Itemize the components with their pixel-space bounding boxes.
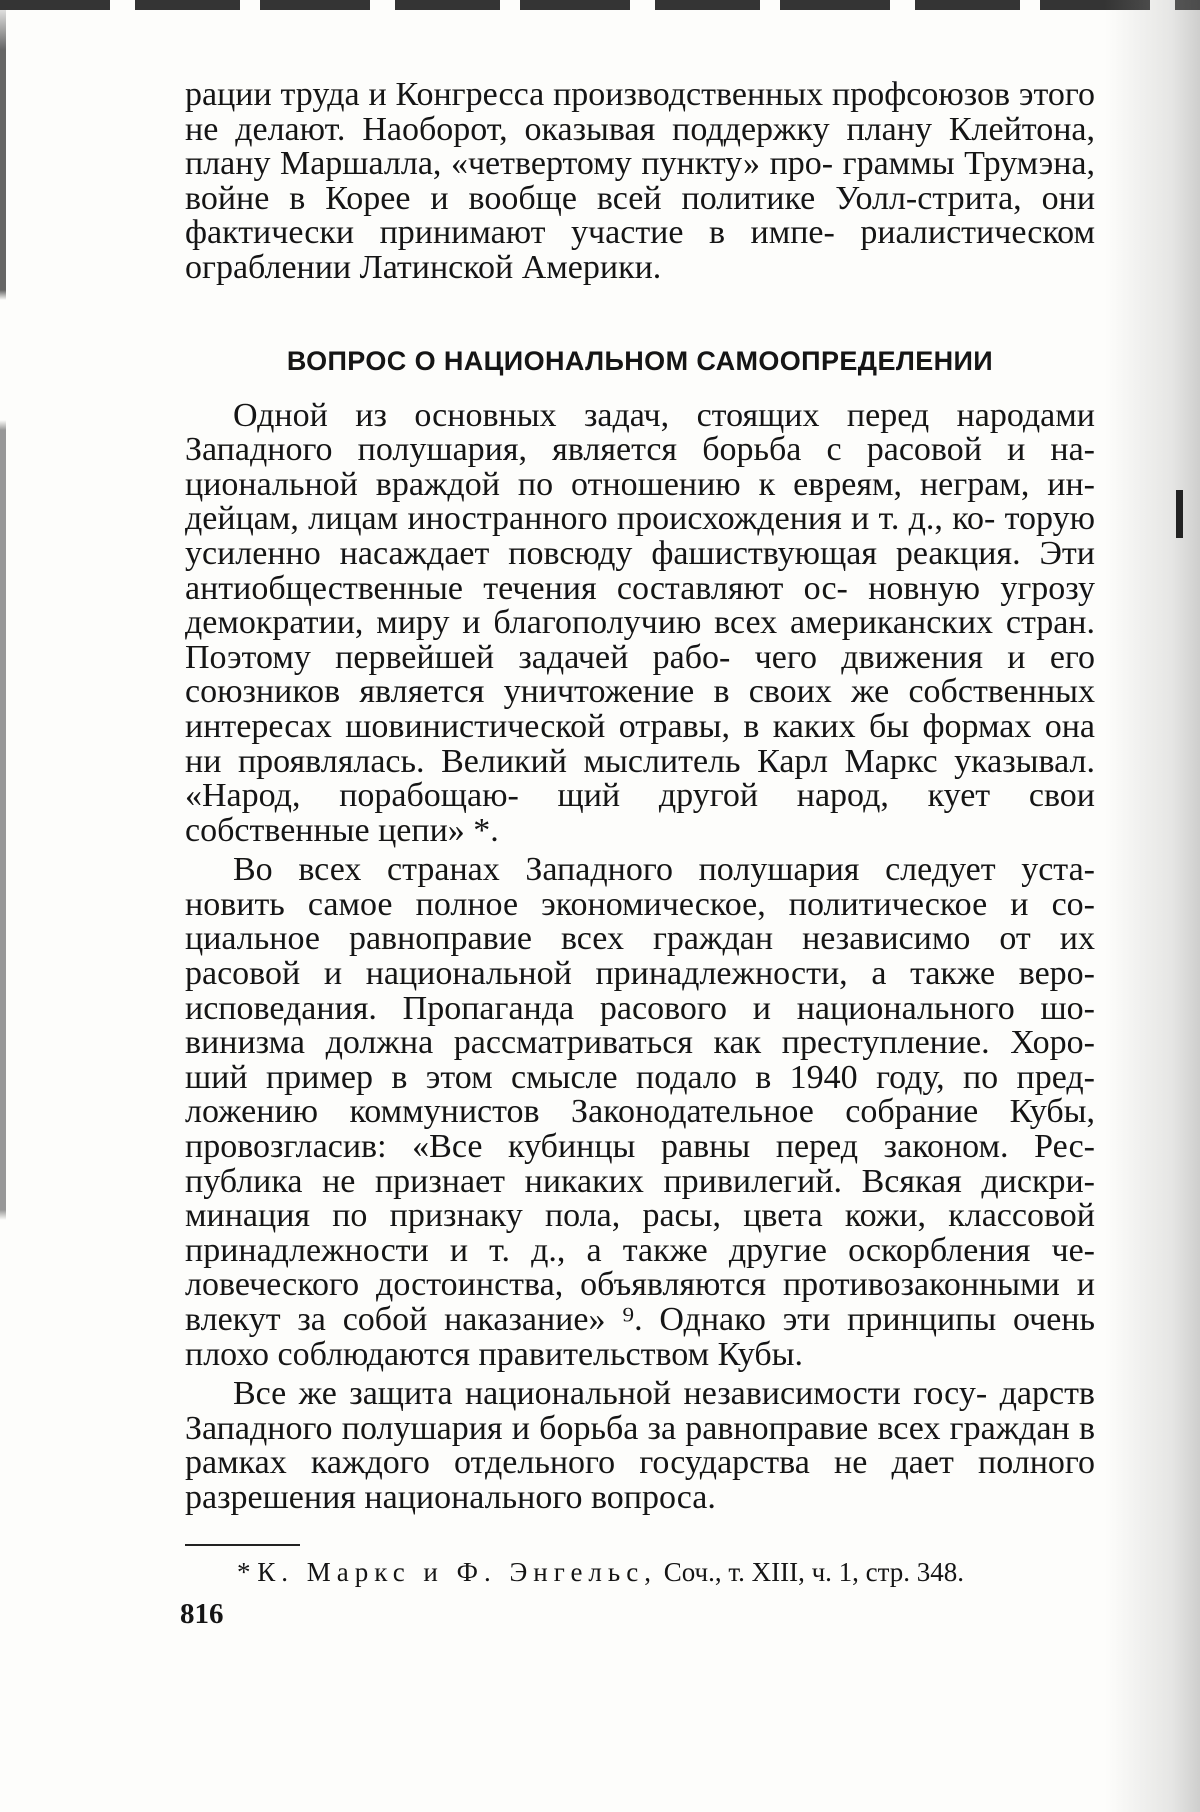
text-line: новную угрозу демократии, миру и благополучию всех xyxy=(185,569,1095,642)
footnote-divider xyxy=(185,1544,300,1546)
text-line: очень плохо соблюдаются правительством Кубы. xyxy=(185,1301,1096,1373)
text-line: и влекут за собой наказание» ⁹. Однако эти принципы xyxy=(185,1266,1095,1338)
text-line: исповедания. Пропаганда расового и национального шо- xyxy=(185,989,1095,1027)
text-line: циональной враждой по отношению к евреям, неграм, ин- xyxy=(185,465,1095,503)
text-line: ложению коммунистов Законодательное собрание Кубы, xyxy=(185,1093,1095,1131)
text-line: мыслитель Карл Маркс указывал. «Народ, порабощаю- xyxy=(185,742,1095,815)
text-line: в своих же собственных интересах шовинистической xyxy=(185,673,1095,745)
footnote xyxy=(237,1556,1095,1588)
text-line: провозгласив: «Все кубинцы равны перед законом. Рес- xyxy=(185,1128,1095,1166)
text-line: Одной из основных задач, стоящих перед народами xyxy=(233,396,1095,434)
paragraph-national-hostility xyxy=(185,396,1096,849)
scan-edge-top xyxy=(0,0,1200,10)
text-line: публика не признает никаких привилегий. Всякая дискри- xyxy=(185,1162,1095,1200)
top-paragraph xyxy=(185,78,1095,286)
text-line: торую усиленно насаждает повсюду фашиствующая xyxy=(185,500,1095,572)
footnote-citation: Соч., т. XIII, ч. 1, стр. 348. xyxy=(663,1556,965,1587)
text-line: ший пример в этом смысле подало в 1940 году, по пред- xyxy=(185,1058,1095,1096)
text-line: щий другой народ, кует свои собственные цепи» *. xyxy=(185,777,1096,849)
text-line: реакция. Эти антиобщественные течения составляют ос- xyxy=(185,534,1095,607)
text-line: риалистическом ограблении Латинской Америки. xyxy=(185,214,1096,286)
text-line: дейцам, лицам иностранного происхождения и т. д., ко- xyxy=(185,500,996,538)
text-line: винизма должна рассматриваться как преступление. Хоро- xyxy=(185,1024,1095,1062)
text-line: этого не делают. Наоборот, оказывая поддержку плану xyxy=(185,76,1096,148)
text-line: Западного полушария, является борьба с расовой и на- xyxy=(185,431,1095,469)
page-number: 816 xyxy=(180,1598,224,1630)
paragraph-national-question xyxy=(185,1377,1095,1515)
text-line: рации труда и Конгресса производственных профсоюзов xyxy=(185,76,1011,113)
text-line: американских стран. Поэтому первейшей задачей рабо- xyxy=(185,604,1095,676)
scan-edge-left xyxy=(0,0,6,1812)
text-line: Уолл-стрита, они фактически принимают участие в импе- xyxy=(185,179,1096,252)
scan-speck xyxy=(1176,490,1183,538)
text-line: Все же защита национальной независимости госу- xyxy=(233,1375,988,1413)
footnote-authors: К. Маркс и Ф. Энгельс, xyxy=(257,1556,657,1587)
text-line: Клейтона, плану Маршалла, «четвертому пункту» про- xyxy=(185,110,1096,183)
text-line: не дает полного разрешения национального вопроса. xyxy=(185,1444,1096,1516)
text-line: минация по признаку пола, расы, цвета кожи, классовой xyxy=(185,1197,1095,1235)
text-line: расовой и национальной принадлежности, а также веро- xyxy=(185,955,1095,993)
paragraph-equal-rights xyxy=(185,853,1095,1372)
text-line: принадлежности и т. д., а также другие оскорбления че- xyxy=(185,1231,1095,1269)
section-heading: ВОПРОС О НАЦИОНАЛЬНОМ САМООПРЕДЕЛЕНИИ xyxy=(286,345,994,376)
text-line: новить самое полное экономическое, политическое и со- xyxy=(185,885,1095,923)
text-line: ловеческого достоинства, объявляются противозаконными xyxy=(185,1266,1060,1304)
scan-shadow-right xyxy=(1105,0,1200,1812)
book-page xyxy=(185,78,1095,1588)
text-line: всех граждан в рамках каждого отдельного государства xyxy=(185,1409,1095,1482)
text-line: циальное равноправие всех граждан независимо от их xyxy=(185,920,1095,958)
text-line: граммы Трумэна, войне в Корее и вообще всей политике xyxy=(185,145,1095,217)
text-line: отравы, в каких бы формах она ни проявлялась. Великий xyxy=(185,707,1096,780)
text-line: Во всех странах Западного полушария следует уста- xyxy=(233,851,1095,889)
footnote-marker: * xyxy=(237,1556,251,1587)
text-line: дарств Западного полушария и борьба за равноправие xyxy=(185,1375,1095,1447)
text-line: чего движения и его союзников является уничтожение xyxy=(185,638,1096,711)
